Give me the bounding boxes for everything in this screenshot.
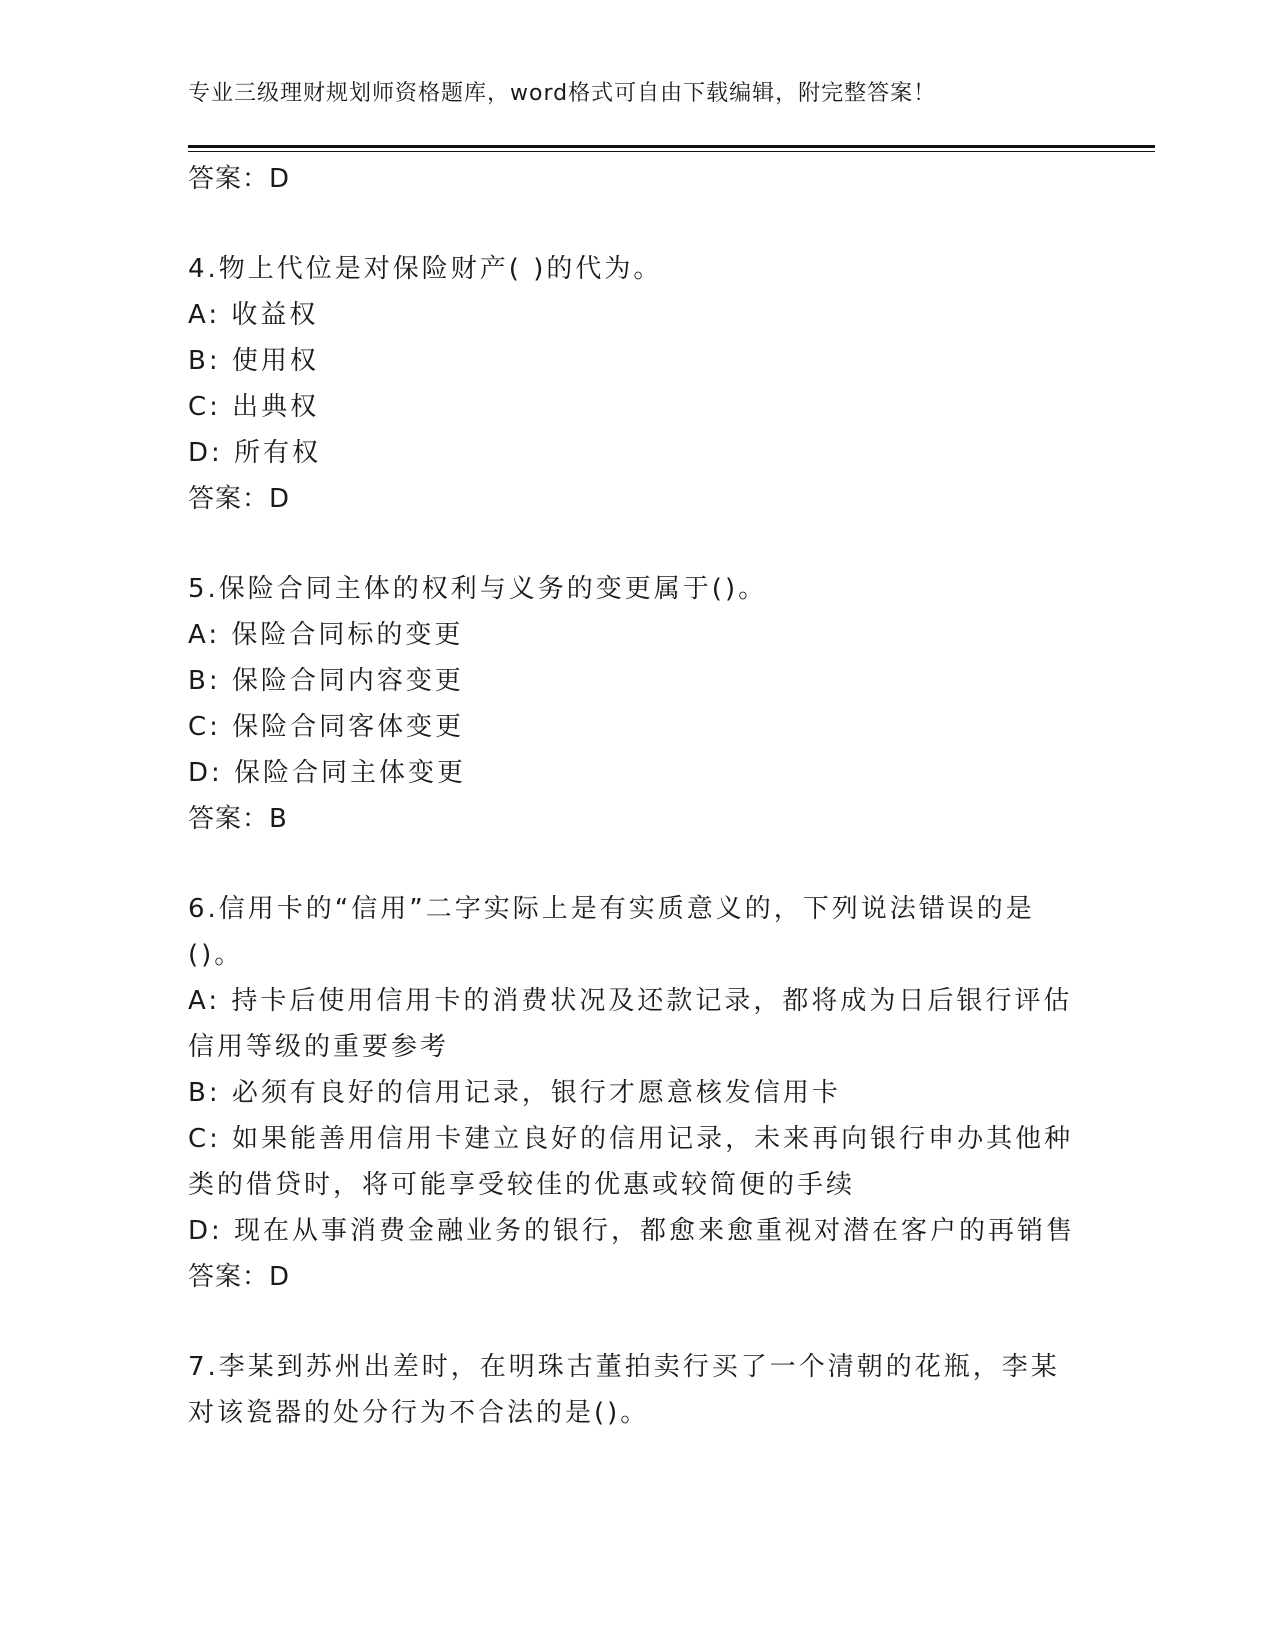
option-c-continued: 类的借贷时，将可能享受较佳的优惠或较简便的手续 (188, 1170, 856, 1200)
header-rule-thick (188, 145, 1155, 148)
answer-line: 答案：D (188, 1262, 291, 1292)
option-b: B: 保险合同内容变更 (188, 666, 464, 696)
option-b: B: 必须有良好的信用记录，银行才愿意核发信用卡 (188, 1078, 841, 1108)
question-stem: 4.物上代位是对保险财产( )的代为。 (188, 254, 663, 284)
option-c: C: 如果能善用信用卡建立良好的信用记录，未来再向银行申办其他种 (188, 1124, 1074, 1154)
question-stem: 5.保险合同主体的权利与义务的变更属于()。 (188, 574, 768, 604)
option-a: A: 持卡后使用信用卡的消费状况及还款记录，都将成为日后银行评估 (188, 986, 1073, 1016)
spacer (188, 842, 1088, 886)
option-a: A: 保险合同标的变更 (188, 620, 464, 650)
question-stem: 7.李某到苏州出差时，在明珠古董拍卖行买了一个清朝的花瓶，李某 (188, 1352, 1060, 1382)
option-c: C: 出典权 (188, 392, 320, 422)
option-a: A: 收益权 (188, 300, 319, 330)
option-b: B: 使用权 (188, 346, 319, 376)
header-rule-thin (188, 151, 1155, 152)
answer-line: 答案：D (188, 164, 291, 194)
question-stem: 6.信用卡的“信用”二字实际上是有实质意义的，下列说法错误的是 (188, 894, 1035, 924)
spacer (188, 202, 1088, 246)
option-c: C: 保险合同客体变更 (188, 712, 465, 742)
page-header: 专业三级理财规划师资格题库，word格式可自由下载编辑，附完整答案！ (188, 81, 937, 106)
spacer (188, 522, 1088, 566)
answer-line: 答案：D (188, 484, 291, 514)
option-a-continued: 信用等级的重要参考 (188, 1032, 450, 1062)
question-content (188, 156, 1088, 1436)
option-d: D: 现在从事消费金融业务的银行，都愈来愈重视对潜在客户的再销售 (188, 1216, 1076, 1246)
question-stem-continued: ()。 (188, 940, 244, 970)
question-stem-continued: 对该瓷器的处分行为不合法的是()。 (188, 1398, 650, 1428)
spacer (188, 1300, 1088, 1344)
answer-line: 答案：B (188, 804, 288, 834)
option-d: D: 保险合同主体变更 (188, 758, 467, 788)
option-d: D: 所有权 (188, 438, 322, 468)
